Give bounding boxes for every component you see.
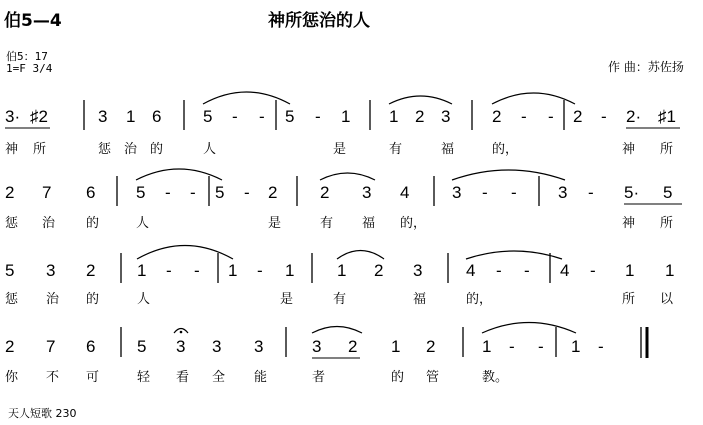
note: 3 — [413, 261, 423, 280]
note: 6 — [86, 337, 96, 356]
lyric-syllable: 的 — [391, 370, 405, 385]
note: 2 — [492, 107, 502, 126]
note: 2 — [5, 337, 15, 356]
key-signature: 1=F 3/4 — [6, 62, 53, 75]
tie-slur — [482, 323, 576, 334]
note: 2 — [268, 183, 278, 202]
note: 3 — [212, 337, 222, 356]
note: - — [524, 261, 530, 280]
note: 4 — [466, 261, 476, 280]
tie-slur — [452, 170, 565, 180]
hymn-title: 神所惩治的人 — [268, 11, 370, 31]
note: - — [259, 107, 265, 126]
note: - — [598, 337, 604, 356]
lyric-syllable: 是 — [280, 292, 294, 307]
note: 7 — [46, 337, 56, 356]
lyric-syllable: 所 — [622, 292, 636, 307]
lyric-syllable: 的， — [466, 292, 493, 307]
lyric-syllable: 轻 — [137, 370, 151, 385]
note: ♯1 — [658, 107, 676, 126]
lyric-syllable: 惩 — [5, 292, 19, 307]
lyric-syllable: 治 — [42, 216, 56, 231]
lyric-syllable: 看 — [176, 370, 190, 385]
note: 3· — [5, 107, 21, 126]
lyric-syllable: 你 — [5, 370, 19, 385]
note: - — [482, 183, 488, 202]
note: 5 — [285, 107, 295, 126]
note: - — [538, 337, 544, 356]
tie-slur — [312, 327, 362, 334]
lyric-syllable: 福 — [362, 216, 376, 231]
note: - — [548, 107, 554, 126]
note: 3 — [254, 337, 264, 356]
note: - — [601, 107, 607, 126]
note: 3 — [176, 337, 186, 356]
source-book: 天人短歌 230 — [8, 407, 77, 420]
note: - — [590, 261, 596, 280]
note: - — [166, 261, 172, 280]
note: - — [244, 183, 250, 202]
lyric-syllable: 者 — [312, 370, 326, 385]
note: 1 — [341, 107, 351, 126]
note: 1 — [337, 261, 347, 280]
note: 4 — [560, 261, 570, 280]
lyric-syllable: 神 — [622, 216, 636, 231]
note: - — [588, 183, 594, 202]
scripture-verse: 伯5：17 — [6, 50, 48, 63]
lyric-syllable: 有 — [320, 216, 334, 231]
note: 2 — [348, 337, 358, 356]
note: 2 — [415, 107, 425, 126]
note: - — [521, 107, 527, 126]
note: 5 — [663, 183, 673, 202]
lyric-syllable: 惩 — [98, 142, 112, 157]
note: 5 — [137, 337, 147, 356]
note: - — [190, 183, 196, 202]
lyric-syllable: 的， — [400, 216, 427, 231]
lyric-syllable: 神 — [5, 142, 19, 157]
lyric-syllable: 以 — [660, 292, 674, 307]
note: - — [194, 261, 200, 280]
note: 5 — [5, 261, 15, 280]
lyric-syllable: 能 — [254, 370, 268, 385]
lyric-syllable: 所 — [660, 142, 674, 157]
note: - — [232, 107, 238, 126]
lyric-syllable: 有 — [389, 142, 403, 157]
lyric-syllable: 教。 — [482, 370, 509, 385]
note: 3 — [312, 337, 322, 356]
tie-slur — [466, 251, 562, 259]
lyric-syllable: 治 — [46, 292, 60, 307]
note: 3 — [362, 183, 372, 202]
note: 1 — [482, 337, 492, 356]
note: 1 — [137, 261, 147, 280]
note: - — [509, 337, 515, 356]
note: 5 — [136, 183, 146, 202]
hymn-reference: 伯5—4 — [4, 11, 62, 31]
lyric-syllable: 惩 — [5, 216, 19, 231]
tie-slur — [492, 93, 575, 104]
note: 3 — [46, 261, 56, 280]
tie-slur — [389, 96, 452, 104]
note: 6 — [152, 107, 162, 126]
lyric-syllable: 全 — [212, 370, 226, 385]
note: 2 — [426, 337, 436, 356]
note: 3 — [558, 183, 568, 202]
fermata-dot — [180, 331, 183, 334]
note: 3 — [452, 183, 462, 202]
lyric-syllable: 福 — [413, 292, 427, 307]
note: 5 — [215, 183, 225, 202]
lyric-syllable: 治 — [124, 142, 138, 157]
lyric-syllable: 可 — [86, 370, 100, 385]
lyric-syllable: 的， — [492, 142, 519, 157]
note: 5· — [624, 183, 640, 202]
note: 3 — [441, 107, 451, 126]
tie-slur — [320, 173, 375, 180]
note: 7 — [42, 183, 52, 202]
note: 5 — [203, 107, 213, 126]
note: 2 — [86, 261, 96, 280]
lyric-syllable: 是 — [268, 216, 282, 231]
note: 3 — [98, 107, 108, 126]
note: ♯2 — [30, 107, 48, 126]
lyric-syllable: 不 — [46, 370, 60, 385]
note: - — [257, 261, 263, 280]
note: 1 — [389, 107, 399, 126]
tie-slur — [337, 251, 384, 260]
lyric-syllable: 福 — [441, 142, 455, 157]
lyric-syllable: 所 — [33, 142, 47, 157]
composer-credit: 作 曲：苏佐扬 — [608, 60, 684, 74]
note: 1 — [391, 337, 401, 356]
lyric-syllable: 的 — [86, 292, 100, 307]
lyric-syllable: 所 — [660, 216, 674, 231]
lyric-syllable: 的 — [150, 142, 164, 157]
note: 2 — [320, 183, 330, 202]
lyric-syllable: 神 — [622, 142, 636, 157]
note: 2 — [573, 107, 583, 126]
lyric-syllable: 人 — [136, 216, 150, 231]
note: 1 — [665, 261, 675, 280]
note: 1 — [625, 261, 635, 280]
note: 1 — [285, 261, 295, 280]
note: - — [496, 261, 502, 280]
lyric-syllable: 有 — [333, 292, 347, 307]
note: 1 — [126, 107, 136, 126]
note: 2 — [374, 261, 384, 280]
note: 2· — [626, 107, 642, 126]
note: - — [165, 183, 171, 202]
lyric-syllable: 的 — [86, 216, 100, 231]
tie-slur — [203, 92, 290, 104]
note: - — [315, 107, 321, 126]
note: 2 — [5, 183, 15, 202]
note: 6 — [86, 183, 96, 202]
lyric-syllable: 人 — [203, 142, 217, 157]
lyric-syllable: 人 — [137, 292, 151, 307]
note: - — [511, 183, 517, 202]
lyric-syllable: 管 — [426, 370, 440, 385]
note: 1 — [228, 261, 238, 280]
lyric-syllable: 是 — [333, 142, 347, 157]
note: 1 — [571, 337, 581, 356]
note: 4 — [400, 183, 410, 202]
